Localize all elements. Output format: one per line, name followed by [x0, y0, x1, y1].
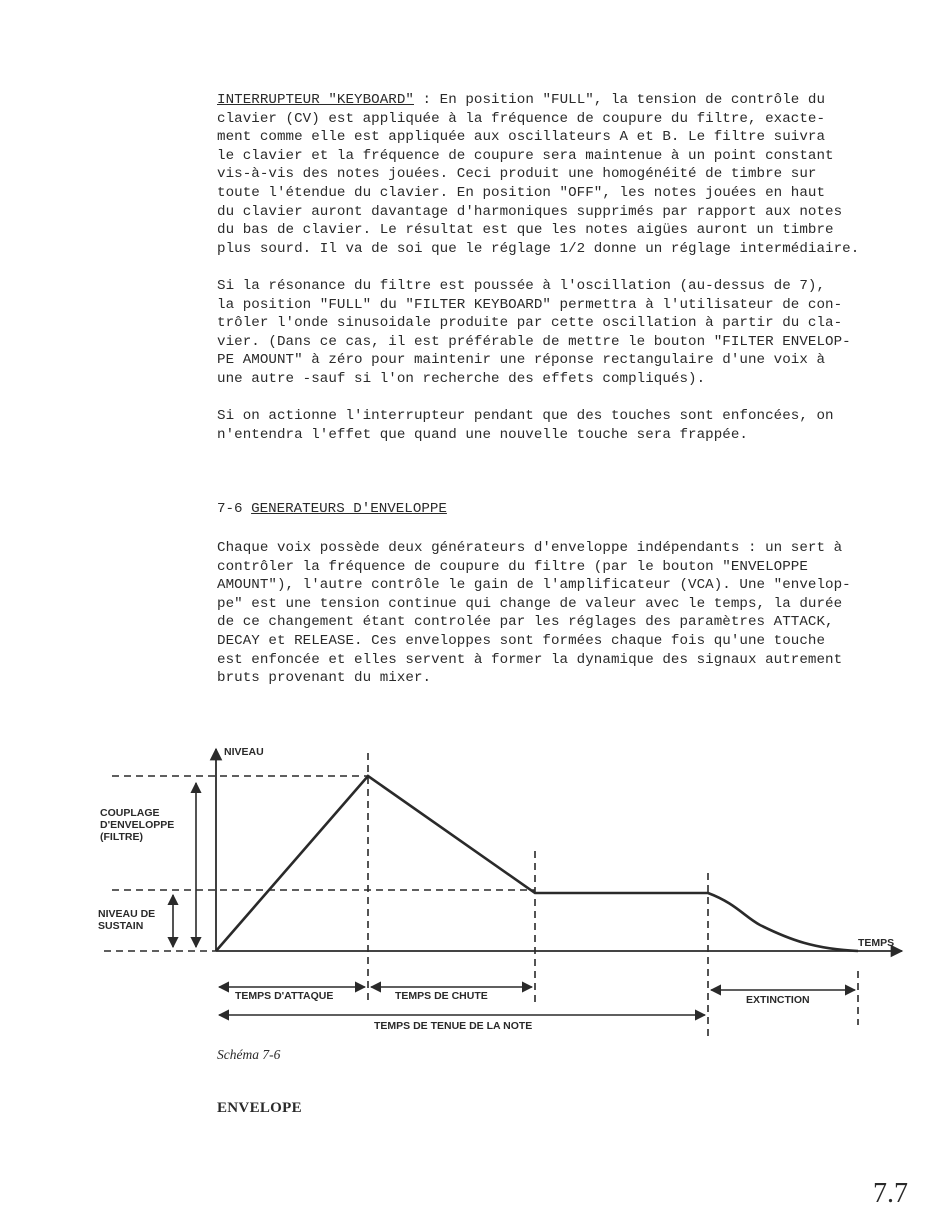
- text-line: vis-à-vis des notes jouées. Ceci produit une homogénéité de timbre sur: [217, 166, 817, 183]
- text-line: Si la résonance du filtre est poussée à l'oscillation (au-dessus de 7),: [217, 278, 826, 294]
- text-line: n'entendra l'effet que quand une nouvelle touche sera frappée.: [217, 426, 748, 443]
- text-line: du clavier auront davantage d'harmoniques supprimés par rapport aux notes: [217, 203, 843, 220]
- text-line: le clavier et la fréquence de coupure sera maintenue à un point constant: [217, 147, 834, 164]
- text-line: pe" est une tension continue qui change de valeur avec le temps, la durée: [217, 595, 843, 612]
- section-title: GENERATEURS D'ENVELOPPE: [251, 501, 447, 517]
- section-number: 7-6: [217, 501, 243, 517]
- text-line: PE AMOUNT" à zéro pour maintenir une réponse rectangulaire d'une voix à: [217, 352, 826, 369]
- keyboard-switch-heading: INTERRUPTEUR "KEYBOARD": [217, 92, 414, 108]
- text-line: Chaque voix possède deux générateurs d'enveloppe indépendants : un sert à: [217, 540, 843, 556]
- text-line: bruts provenant du mixer.: [217, 670, 432, 687]
- release-label: EXTINCTION: [746, 994, 810, 1006]
- envelope-amount-label: COUPLAGE D'ENVELOPPE (FILTRE): [100, 807, 175, 843]
- attack-time-label: TEMPS D'ATTAQUE: [235, 990, 334, 1002]
- paragraph-switch-action: [217, 407, 929, 444]
- text-line: est enfoncée et elles servent à former la dynamique des signaux autrement: [217, 651, 843, 668]
- x-axis-label: TEMPS: [858, 937, 895, 949]
- text-line: Si on actionne l'interrupteur pendant que des touches sont enfoncées, on: [217, 408, 834, 424]
- paragraph-resonance: [217, 277, 929, 389]
- page-number: 7.7: [873, 1178, 908, 1209]
- text-line: de ce changement étant controlée par les réglages des paramètres ATTACK,: [217, 614, 834, 631]
- text-line: la position "FULL" du "FILTER KEYBOARD" permettra à l'utilisateur de con-: [217, 296, 843, 313]
- section-heading: [217, 501, 447, 517]
- text-line: plus sourd. Il va de soi que le réglage 1/2 donne un réglage intermédiaire.: [217, 240, 860, 257]
- envelope-diagram: [0, 735, 950, 1045]
- figure-subtitle: ENVELOPE: [217, 1100, 302, 1116]
- figure-caption: Schéma 7-6: [217, 1047, 281, 1062]
- text-line: trôler l'onde sinusoidale produite par cette oscillation à partir du cla-: [217, 315, 843, 332]
- paragraph-keyboard-switch: [217, 91, 929, 258]
- sustain-level-label: NIVEAU DE SUSTAIN: [98, 908, 156, 932]
- text-line: ment comme elle est appliquée aux oscillateurs A et B. Le filtre suivra: [217, 129, 826, 146]
- text-line: AMOUNT"), l'autre contrôle le gain de l'amplificateur (VCA). Une "envelop-: [217, 577, 851, 594]
- text-line: clavier (CV) est appliquée à la fréquence de coupure du filtre, exacte-: [217, 110, 826, 127]
- decay-time-label: TEMPS DE CHUTE: [395, 990, 488, 1002]
- y-axis-label: NIVEAU: [224, 746, 264, 758]
- paragraph-envelope-generators: [217, 539, 929, 688]
- text-line: du bas de clavier. Le résultat est que les notes aigües auront un timbre: [217, 222, 834, 239]
- text-line: DECAY et RELEASE. Ces enveloppes sont formées chaque fois qu'une touche: [217, 632, 826, 649]
- envelope-curve: [216, 776, 858, 951]
- text-line: : En position "FULL", la tension de contrôle du: [413, 92, 826, 108]
- text-line: une autre -sauf si l'on recherche des effets compliqués).: [217, 370, 706, 387]
- note-hold-time-label: TEMPS DE TENUE DE LA NOTE: [374, 1020, 533, 1032]
- text-line: vier. (Dans ce cas, il est préférable de mettre le bouton "FILTER ENVELOP-: [217, 333, 851, 350]
- text-line: contrôler la fréquence de coupure du filtre (par le bouton "ENVELOPPE: [217, 558, 808, 575]
- text-line: toute l'étendue du clavier. En position "OFF", les notes jouées en haut: [217, 184, 826, 201]
